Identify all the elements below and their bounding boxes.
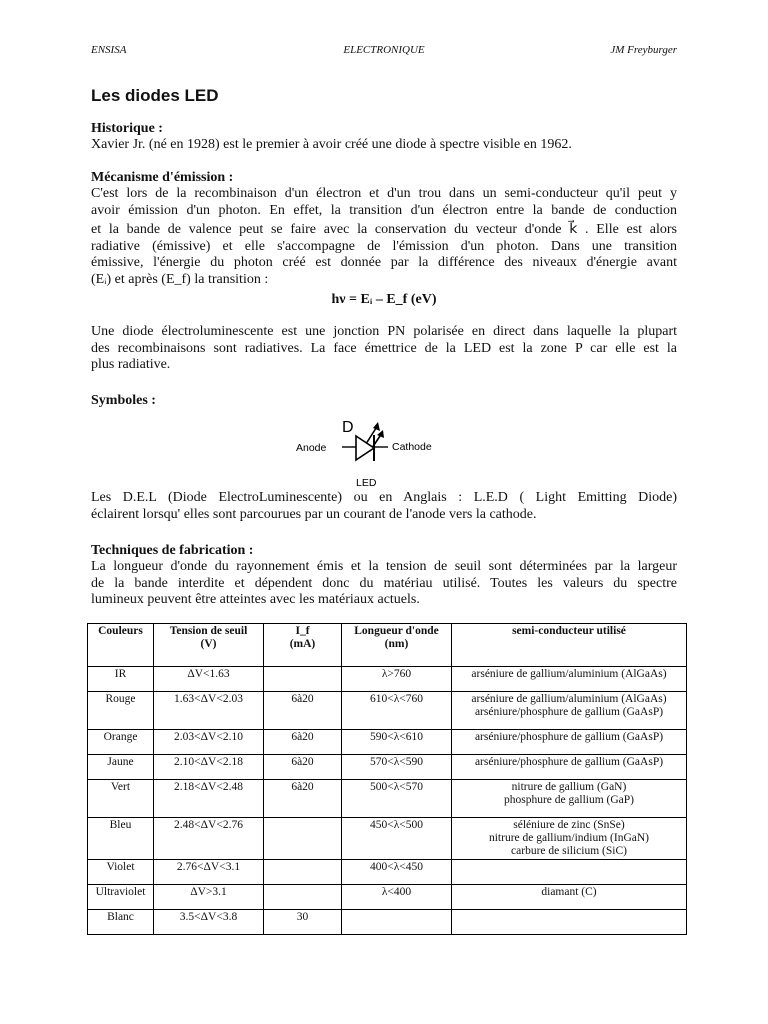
diode-triangle (356, 436, 374, 460)
running-header (91, 44, 677, 58)
tension-cell: 1.63<ΔV<2.03 (154, 692, 264, 730)
diagram-led-label: LED (356, 477, 377, 489)
table-row (88, 755, 687, 780)
text-line: avoir émission d'un photon. En effet, la transition d'un électron entre la bande de conduction (91, 202, 677, 218)
header-left: ENSISA (91, 44, 127, 56)
courant-cell: 30 (264, 910, 342, 935)
semiconducteur-material: arséniure/phosphure de gallium (GaAsP) (474, 756, 664, 768)
semiconducteur-material: arséniure/phosphure de gallium (GaAsP) (474, 731, 664, 743)
symboles-paragraph (91, 490, 677, 523)
couleur-cell: Rouge (88, 692, 154, 730)
fabrication-heading: Techniques de fabrication : (91, 543, 254, 558)
tension-cell: 2.48<ΔV<2.76 (154, 818, 264, 860)
semiconducteur-cell (452, 860, 687, 885)
page-title: Les diodes LED (91, 86, 219, 105)
table-row (88, 730, 687, 755)
semiconducteur-material: phosphure de gallium (GaP) (504, 794, 634, 806)
table-header-row (88, 624, 687, 667)
semiconducteur-material: nitrure de gallium (GaN) (511, 781, 627, 793)
tension-cell: 2.10<ΔV<2.18 (154, 755, 264, 780)
courant-cell (264, 667, 342, 692)
historique-heading: Historique : (91, 121, 163, 136)
text-line: La longueur d'onde du rayonnement émis et la tension de seuil sont déterminées par la largeur (91, 559, 677, 574)
light-arrow-head (377, 430, 384, 438)
semiconducteur-material: diamant (C) (541, 886, 597, 898)
col-header-tension: Tension de seuil (V) (154, 624, 264, 667)
tension-cell: 2.76<ΔV<3.1 (154, 860, 264, 885)
longueur-cell: λ>760 (342, 667, 452, 692)
text-line: radiative (émissive) et elle s'accompagne de l'émission d'un photon. Dans une transition (91, 238, 677, 254)
tension-cell: ΔV>3.1 (154, 885, 264, 910)
mecanisme-paragraph (91, 186, 677, 288)
col-header-longueur: Longueur d'onde (nm) (342, 624, 452, 667)
tension-cell: 2.18<ΔV<2.48 (154, 780, 264, 818)
table-row (88, 818, 687, 860)
diode-paragraph (91, 324, 677, 374)
longueur-cell (342, 910, 452, 935)
table-row (88, 692, 687, 730)
couleur-cell: Vert (88, 780, 154, 818)
semiconducteur-material: arséniure de gallium/aluminium (AlGaAs) (471, 693, 667, 705)
tension-cell: 2.03<ΔV<2.10 (154, 730, 264, 755)
text-line: Une diode électroluminescente est une jonction PN polarisée en direct dans laquelle la plupart (91, 324, 677, 339)
longueur-cell: 590<λ<610 (342, 730, 452, 755)
courant-cell: 6à20 (264, 755, 342, 780)
longueur-cell: 610<λ<760 (342, 692, 452, 730)
diagram-anode-label: Anode (296, 442, 327, 454)
semiconducteur-material: arséniure/phosphure de gallium (GaAsP) (474, 706, 664, 718)
couleur-cell: Jaune (88, 755, 154, 780)
semiconducteur-cell (452, 667, 687, 692)
text-line: émissive, l'énergie du photon créé est donnée par la différence des niveaux d'énergie avant (91, 255, 677, 270)
couleur-cell: Ultraviolet (88, 885, 154, 910)
led-symbol-diagram (296, 412, 456, 492)
col-header-semiconducteur: semi-conducteur utilisé (452, 624, 687, 667)
courant-cell (264, 860, 342, 885)
semiconducteur-material: nitrure de gallium/indium (InGaN) (488, 832, 649, 844)
light-arrow-head (373, 422, 380, 431)
semiconducteur-cell (452, 910, 687, 935)
longueur-cell: 400<λ<450 (342, 860, 452, 885)
text-line: et la bande de valence peut se faire avec la conservation du vecteur d'onde k⃗ . Elle est alors (91, 222, 677, 237)
couleur-cell: Violet (88, 860, 154, 885)
text-line: (Eᵢ) et après (E_f) la transition : (91, 271, 269, 287)
energy-formula: hν = Eᵢ – E_f (eV) (331, 292, 437, 307)
fabrication-paragraph (91, 559, 677, 609)
semiconducteur-cell (452, 692, 687, 730)
tension-cell: 3.5<ΔV<3.8 (154, 910, 264, 935)
table-row (88, 910, 687, 935)
longueur-cell: 500<λ<570 (342, 780, 452, 818)
diagram-cathode-label: Cathode (392, 441, 432, 453)
semiconducteur-cell (452, 818, 687, 860)
text-line: C'est lors de la recombinaison d'un électron et d'un trou dans un semi-conducteur qu'il peut y (91, 186, 677, 201)
text-line: Les D.E.L (Diode ElectroLuminescente) ou en Anglais : L.E.D ( Light Emitting Diode) (91, 490, 677, 505)
col-header-courant: I_f (mA) (264, 624, 342, 667)
couleur-cell: Blanc (88, 910, 154, 935)
courant-cell: 6à20 (264, 692, 342, 730)
symboles-heading: Symboles : (91, 393, 156, 408)
table-row (88, 667, 687, 692)
couleur-cell: Bleu (88, 818, 154, 860)
semiconducteur-material: arséniure de gallium/aluminium (AlGaAs) (471, 668, 667, 680)
text-line: éclairent lorsqu' elles sont parcourues par un courant de l'anode vers la cathode. (91, 506, 537, 522)
semiconducteur-material: carbure de silicium (SiC) (511, 845, 627, 857)
text-line: des recombinaisons sont radiatives. La face émettrice de la LED est la zone P car elle est la (91, 340, 677, 356)
longueur-cell: 570<λ<590 (342, 755, 452, 780)
courant-cell: 6à20 (264, 730, 342, 755)
mecanisme-heading: Mécanisme d'émission : (91, 170, 234, 185)
header-right: JM Freyburger (610, 44, 677, 56)
col-header-couleurs: Couleurs (88, 624, 154, 667)
table-row (88, 860, 687, 885)
courant-cell: 6à20 (264, 780, 342, 818)
text-line: plus radiative. (91, 357, 171, 372)
diagram-d-label: D (342, 419, 354, 436)
semiconducteur-cell (452, 780, 687, 818)
table-row (88, 780, 687, 818)
longueur-cell: λ<400 (342, 885, 452, 910)
text-line: lumineux peuvent être atteintes avec les matériaux actuels. (91, 592, 420, 607)
tension-cell: ΔV<1.63 (154, 667, 264, 692)
table-row (88, 885, 687, 910)
courant-cell (264, 818, 342, 860)
couleur-cell: Orange (88, 730, 154, 755)
longueur-cell: 450<λ<500 (342, 818, 452, 860)
historique-text: Xavier Jr. (né en 1928) est le premier à avoir créé une diode à spectre visible en 1962. (91, 137, 572, 152)
semiconducteur-cell (452, 885, 687, 910)
couleur-cell: IR (88, 667, 154, 692)
text-line: de la bande interdite et dépendent donc du matériau utilisé. Toutes les valeurs du spectre (91, 575, 677, 591)
courant-cell (264, 885, 342, 910)
semiconducteur-cell (452, 730, 687, 755)
semiconducteur-cell (452, 755, 687, 780)
semiconducteur-material: séléniure de zinc (SnSe) (513, 819, 625, 831)
header-center: ELECTRONIQUE (343, 44, 425, 56)
led-spec-table (87, 623, 687, 935)
